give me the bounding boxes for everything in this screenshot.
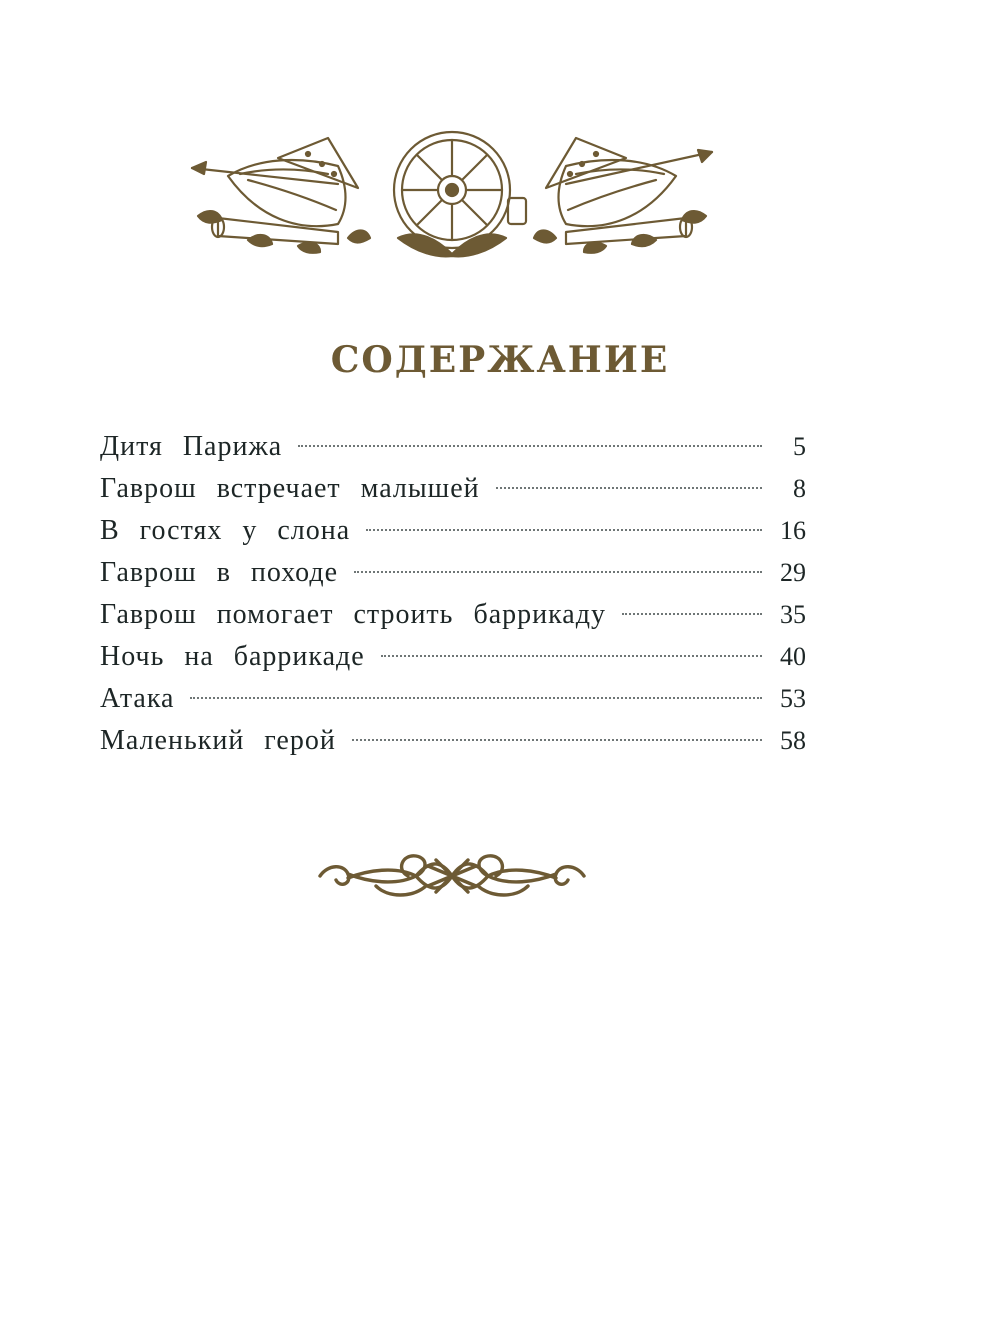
dot-leader bbox=[496, 487, 762, 489]
toc-entry-title: Атака bbox=[100, 683, 175, 714]
toc-entry-title: Маленький герой bbox=[100, 725, 336, 756]
toc-entry[interactable] bbox=[100, 426, 806, 468]
page-title: СОДЕРЖАНИЕ bbox=[330, 339, 670, 381]
vignette-wheel-flags-icon bbox=[188, 128, 716, 260]
dot-leader bbox=[298, 445, 762, 447]
toc-entry-page: 40 bbox=[780, 642, 806, 671]
dot-leader bbox=[352, 739, 762, 741]
toc-entry[interactable] bbox=[100, 636, 806, 678]
dot-leader bbox=[366, 529, 762, 531]
toc-entry-page: 16 bbox=[780, 516, 806, 545]
toc-entry-page: 35 bbox=[780, 600, 806, 629]
toc-entry-page: 29 bbox=[780, 558, 806, 587]
flourish-ornament-icon bbox=[316, 846, 588, 906]
toc-entry-title: Гаврош помогает строить баррикаду bbox=[100, 599, 606, 630]
dot-leader bbox=[354, 571, 762, 573]
toc-entry[interactable] bbox=[100, 720, 806, 762]
toc-entry[interactable] bbox=[100, 510, 806, 552]
toc-entry-title: Гаврош в походе bbox=[100, 557, 339, 588]
toc-entry-title: Дитя Парижа bbox=[100, 431, 283, 462]
toc-entry-page: 5 bbox=[793, 432, 806, 461]
toc-entry[interactable] bbox=[100, 594, 806, 636]
toc-entry[interactable] bbox=[100, 552, 806, 594]
dot-leader bbox=[190, 697, 762, 699]
toc-entry[interactable] bbox=[100, 678, 806, 720]
toc-entry[interactable] bbox=[100, 468, 806, 510]
toc-entry-title: Гаврош встречает малышей bbox=[100, 473, 480, 504]
dot-leader bbox=[381, 655, 762, 657]
toc-entry-page: 8 bbox=[793, 474, 806, 503]
toc-entry-title: Ночь на баррикаде bbox=[100, 641, 365, 672]
toc-entry-page: 53 bbox=[780, 684, 806, 713]
table-of-contents bbox=[100, 426, 806, 762]
dot-leader bbox=[622, 613, 762, 615]
toc-entry-page: 58 bbox=[780, 726, 806, 755]
toc-entry-title: В гостях у слона bbox=[100, 515, 351, 546]
